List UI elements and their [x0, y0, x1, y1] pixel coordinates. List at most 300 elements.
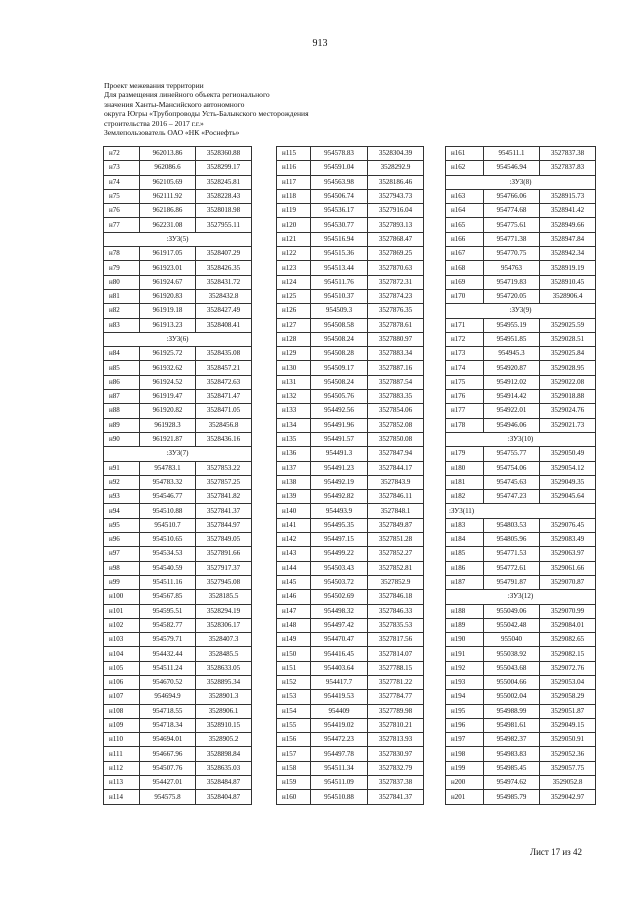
point-id: н77: [104, 218, 140, 232]
table-row: [446, 261, 596, 275]
x-coordinate: 962111.92: [140, 189, 196, 203]
point-id: н86: [104, 375, 140, 389]
point-id: н172: [446, 332, 484, 346]
y-coordinate: 3529061.66: [540, 561, 596, 575]
x-coordinate: 954511.09: [311, 776, 368, 790]
x-coordinate: 955049.06: [484, 604, 540, 618]
point-id: н85: [104, 361, 140, 375]
x-coordinate: 954511.24: [140, 661, 196, 675]
table-row: [104, 675, 252, 689]
y-coordinate: 3529024.76: [540, 404, 596, 418]
x-coordinate: 954499.22: [311, 547, 368, 561]
x-coordinate: 954988.99: [484, 704, 540, 718]
x-coordinate: 954515.36: [311, 247, 368, 261]
y-coordinate: 3528635.03: [196, 761, 252, 775]
table-row: [104, 304, 252, 318]
x-coordinate: 954595.51: [140, 604, 196, 618]
table-row: [277, 418, 424, 432]
y-coordinate: 3529082.65: [540, 633, 596, 647]
table-row: [104, 289, 252, 303]
x-coordinate: 954718.34: [140, 718, 196, 732]
x-coordinate: 954805.96: [484, 533, 540, 547]
point-id: н198: [446, 747, 484, 761]
x-coordinate: 954509.17: [311, 361, 368, 375]
y-coordinate: 3528484.87: [196, 776, 252, 790]
x-coordinate: 954578.83: [311, 147, 368, 161]
y-coordinate: 3528947.84: [540, 232, 596, 246]
y-coordinate: 3527857.25: [196, 475, 252, 489]
x-coordinate: 954983.83: [484, 747, 540, 761]
y-coordinate: 3527789.98: [368, 704, 424, 718]
point-id: н102: [104, 618, 140, 632]
y-coordinate: 3529083.49: [540, 533, 596, 547]
point-id: н103: [104, 633, 140, 647]
x-coordinate: 954513.44: [311, 261, 368, 275]
y-coordinate: 3527813.93: [368, 733, 424, 747]
point-id: н132: [277, 390, 311, 404]
point-id: н185: [446, 547, 484, 561]
point-id: н89: [104, 418, 140, 432]
y-coordinate: 3529028.51: [540, 332, 596, 346]
header-line: округа Югры «Трубопроводы Усть-Балыкского месторождения: [104, 109, 309, 119]
table-row: [104, 747, 252, 761]
table-row: [104, 461, 252, 475]
point-id: н108: [104, 704, 140, 718]
point-id: н169: [446, 275, 484, 289]
point-id: н114: [104, 790, 140, 804]
y-coordinate: 3528901.3: [196, 690, 252, 704]
point-id: н118: [277, 189, 311, 203]
zone-label: :ЗУ3(9): [446, 304, 596, 318]
x-coordinate: 954591.04: [311, 161, 368, 175]
point-id: н165: [446, 218, 484, 232]
table-row: [446, 704, 596, 718]
point-id: н166: [446, 232, 484, 246]
point-id: н160: [277, 790, 311, 804]
table-row: [446, 561, 596, 575]
table-row: [446, 618, 596, 632]
table-row: [446, 733, 596, 747]
x-coordinate: 954783.32: [140, 475, 196, 489]
x-coordinate: 954747.23: [484, 490, 540, 504]
table-row: [104, 761, 252, 775]
y-coordinate: 3527841.82: [196, 490, 252, 504]
y-coordinate: 3527846.11: [368, 490, 424, 504]
y-coordinate: 3529028.95: [540, 361, 596, 375]
table-row: [446, 761, 596, 775]
point-id: н130: [277, 361, 311, 375]
x-coordinate: 954546.77: [140, 490, 196, 504]
table-row: [104, 175, 252, 189]
point-id: н196: [446, 718, 484, 732]
point-id: н142: [277, 533, 311, 547]
table-row: [277, 461, 424, 475]
table-row: [104, 404, 252, 418]
table-row: [446, 275, 596, 289]
point-id: н154: [277, 704, 311, 718]
x-coordinate: 955043.68: [484, 661, 540, 675]
table-row: [104, 547, 252, 561]
table-row: [446, 332, 596, 346]
y-coordinate: 3528906.4: [540, 289, 596, 303]
table-row: [104, 733, 252, 747]
table-row: [446, 447, 596, 461]
x-coordinate: 954409: [311, 704, 368, 718]
coordinates-table-3: [445, 146, 596, 805]
table-row: [277, 304, 424, 318]
y-coordinate: 3528228.43: [196, 189, 252, 203]
table-row: [104, 790, 252, 804]
point-id: н195: [446, 704, 484, 718]
point-id: н179: [446, 447, 484, 461]
table-row: [446, 661, 596, 675]
point-id: н182: [446, 490, 484, 504]
x-coordinate: 962186.86: [140, 204, 196, 218]
y-coordinate: 3529057.75: [540, 761, 596, 775]
y-coordinate: 3528895.34: [196, 675, 252, 689]
x-coordinate: 961921.87: [140, 432, 196, 446]
x-coordinate: 954510.88: [311, 790, 368, 804]
point-id: н99: [104, 575, 140, 589]
x-coordinate: 954491.3: [311, 447, 368, 461]
header-line: строительства 2016 – 2017 г.г.»: [104, 118, 204, 128]
x-coordinate: 954510.37: [311, 289, 368, 303]
table-row: [277, 318, 424, 332]
table-row: [277, 504, 424, 518]
x-coordinate: 955004.66: [484, 675, 540, 689]
x-coordinate: 954510.88: [140, 504, 196, 518]
x-coordinate: 954946.06: [484, 418, 540, 432]
table-row: [104, 275, 252, 289]
table-row: [277, 218, 424, 232]
x-coordinate: 954985.79: [484, 790, 540, 804]
y-coordinate: 3528407.3: [196, 633, 252, 647]
y-coordinate: 3528471.47: [196, 390, 252, 404]
table-row: [277, 490, 424, 504]
point-id: н145: [277, 575, 311, 589]
zone-header-row: [446, 590, 596, 604]
y-coordinate: 3527849.05: [196, 533, 252, 547]
table-row: [104, 575, 252, 589]
zone-header-row: [446, 304, 596, 318]
point-id: н117: [277, 175, 311, 189]
table-row: [446, 633, 596, 647]
point-id: н147: [277, 604, 311, 618]
x-coordinate: 954508.24: [311, 375, 368, 389]
zone-label: :ЗУ3(7): [104, 447, 252, 461]
x-coordinate: 954427.01: [140, 776, 196, 790]
zone-header-row: [104, 232, 252, 246]
x-coordinate: 955002.04: [484, 690, 540, 704]
x-coordinate: 954536.17: [311, 204, 368, 218]
point-id: н81: [104, 289, 140, 303]
y-coordinate: 3527843.9: [368, 475, 424, 489]
x-coordinate: 954575.8: [140, 790, 196, 804]
y-coordinate: 3528360.88: [196, 147, 252, 161]
point-id: н113: [104, 776, 140, 790]
page-number: 913: [312, 38, 328, 49]
zone-label: :ЗУ3(8): [446, 175, 596, 189]
point-id: н193: [446, 675, 484, 689]
x-coordinate: 954491.23: [311, 461, 368, 475]
table-row: [277, 289, 424, 303]
table-row: [446, 418, 596, 432]
y-coordinate: 3527814.07: [368, 647, 424, 661]
y-coordinate: 3529018.88: [540, 390, 596, 404]
point-id: н126: [277, 304, 311, 318]
x-coordinate: 954505.76: [311, 390, 368, 404]
y-coordinate: 3527837.83: [540, 161, 596, 175]
y-coordinate: 3528457.21: [196, 361, 252, 375]
x-coordinate: 961932.62: [140, 361, 196, 375]
y-coordinate: 3528294.19: [196, 604, 252, 618]
y-coordinate: 3527846.18: [368, 590, 424, 604]
y-coordinate: 3527880.97: [368, 332, 424, 346]
x-coordinate: 954497.42: [311, 618, 368, 632]
x-coordinate: 954920.87: [484, 361, 540, 375]
table-row: [277, 161, 424, 175]
y-coordinate: 3527841.37: [368, 790, 424, 804]
y-coordinate: 3527844.17: [368, 461, 424, 475]
point-id: н150: [277, 647, 311, 661]
point-id: н121: [277, 232, 311, 246]
y-coordinate: 3527878.61: [368, 318, 424, 332]
y-coordinate: 3528942.34: [540, 247, 596, 261]
table-row: [446, 547, 596, 561]
y-coordinate: 3527893.13: [368, 218, 424, 232]
x-coordinate: 954982.37: [484, 733, 540, 747]
x-coordinate: 954508.58: [311, 318, 368, 332]
table-row: [446, 361, 596, 375]
y-coordinate: 3529052.8: [540, 776, 596, 790]
point-id: н78: [104, 247, 140, 261]
y-coordinate: 3527849.87: [368, 518, 424, 532]
y-coordinate: 3527852.9: [368, 575, 424, 589]
y-coordinate: 3527868.47: [368, 232, 424, 246]
point-id: н194: [446, 690, 484, 704]
point-id: н171: [446, 318, 484, 332]
point-id: н187: [446, 575, 484, 589]
x-coordinate: 954579.71: [140, 633, 196, 647]
table-row: [104, 189, 252, 203]
table-row: [446, 490, 596, 504]
table-row: [104, 375, 252, 389]
table-row: [277, 661, 424, 675]
coordinates-table-1: [103, 146, 252, 805]
y-coordinate: 3527852.81: [368, 561, 424, 575]
point-id: н141: [277, 518, 311, 532]
y-coordinate: 3529054.12: [540, 461, 596, 475]
x-coordinate: 954694.9: [140, 690, 196, 704]
table-row: [277, 533, 424, 547]
table-row: [104, 318, 252, 332]
x-coordinate: 954763: [484, 261, 540, 275]
y-coordinate: 3528436.16: [196, 432, 252, 446]
x-coordinate: 954955.19: [484, 318, 540, 332]
x-coordinate: 954974.62: [484, 776, 540, 790]
y-coordinate: 3527841.37: [196, 504, 252, 518]
zone-label: :ЗУ3(12): [446, 590, 596, 604]
point-id: н156: [277, 733, 311, 747]
point-id: н151: [277, 661, 311, 675]
point-id: н112: [104, 761, 140, 775]
x-coordinate: 954754.06: [484, 461, 540, 475]
zone-header-row: [446, 175, 596, 189]
point-id: н123: [277, 261, 311, 275]
y-coordinate: 3529042.97: [540, 790, 596, 804]
table-row: [104, 390, 252, 404]
x-coordinate: 954567.85: [140, 590, 196, 604]
x-coordinate: 954492.56: [311, 404, 368, 418]
table-row: [446, 533, 596, 547]
point-id: н87: [104, 390, 140, 404]
y-coordinate: 3527810.21: [368, 718, 424, 732]
table-row: [277, 547, 424, 561]
table-row: [104, 504, 252, 518]
y-coordinate: 3528304.39: [368, 147, 424, 161]
table-row: [104, 247, 252, 261]
table-row: [446, 575, 596, 589]
table-row: [104, 418, 252, 432]
point-id: н97: [104, 547, 140, 561]
table-row: [446, 518, 596, 532]
table-row: [446, 318, 596, 332]
point-id: н149: [277, 633, 311, 647]
point-id: н106: [104, 675, 140, 689]
x-coordinate: 954540.59: [140, 561, 196, 575]
x-coordinate: 954770.75: [484, 247, 540, 261]
table-row: [104, 647, 252, 661]
point-id: н153: [277, 690, 311, 704]
table-row: [277, 332, 424, 346]
point-id: н111: [104, 747, 140, 761]
point-id: н180: [446, 461, 484, 475]
zone-header-row: [104, 447, 252, 461]
y-coordinate: 3528471.05: [196, 404, 252, 418]
point-id: н100: [104, 590, 140, 604]
point-id: н152: [277, 675, 311, 689]
x-coordinate: 961924.67: [140, 275, 196, 289]
point-id: н176: [446, 390, 484, 404]
y-coordinate: 3528435.08: [196, 347, 252, 361]
point-id: н96: [104, 533, 140, 547]
point-id: н140: [277, 504, 311, 518]
table-row: [277, 618, 424, 632]
table-row: [104, 347, 252, 361]
y-coordinate: 3528915.73: [540, 189, 596, 203]
x-coordinate: 954719.83: [484, 275, 540, 289]
x-coordinate: 961919.18: [140, 304, 196, 318]
zone-header-row: [446, 432, 596, 446]
point-id: н104: [104, 647, 140, 661]
header-line: Землепользователь ОАО «НК «Роснефть»: [104, 128, 240, 138]
y-coordinate: 3529021.73: [540, 418, 596, 432]
x-coordinate: 954498.32: [311, 604, 368, 618]
point-id: н133: [277, 404, 311, 418]
table-row: [277, 647, 424, 661]
y-coordinate: 3528185.5: [196, 590, 252, 604]
y-coordinate: 3527846.33: [368, 604, 424, 618]
y-coordinate: 3529051.87: [540, 704, 596, 718]
table-row: [446, 776, 596, 790]
point-id: н90: [104, 432, 140, 446]
point-id: н120: [277, 218, 311, 232]
y-coordinate: 3529063.97: [540, 547, 596, 561]
point-id: н192: [446, 661, 484, 675]
table-row: [104, 218, 252, 232]
point-id: н128: [277, 332, 311, 346]
x-coordinate: 961913.23: [140, 318, 196, 332]
table-row: [104, 718, 252, 732]
x-coordinate: 954510.7: [140, 518, 196, 532]
x-coordinate: 954694.01: [140, 733, 196, 747]
y-coordinate: 3528306.17: [196, 618, 252, 632]
point-id: н101: [104, 604, 140, 618]
point-id: н148: [277, 618, 311, 632]
y-coordinate: 3529049.35: [540, 475, 596, 489]
point-id: н164: [446, 204, 484, 218]
x-coordinate: 954403.64: [311, 661, 368, 675]
table-row: [277, 633, 424, 647]
x-coordinate: 961920.83: [140, 289, 196, 303]
y-coordinate: 3528427.49: [196, 304, 252, 318]
point-id: н188: [446, 604, 484, 618]
y-coordinate: 3529050.49: [540, 447, 596, 461]
x-coordinate: 961923.01: [140, 261, 196, 275]
table-row: [104, 776, 252, 790]
x-coordinate: 955040: [484, 633, 540, 647]
table-row: [277, 275, 424, 289]
y-coordinate: 3527854.06: [368, 404, 424, 418]
y-coordinate: 3527844.97: [196, 518, 252, 532]
y-coordinate: 3527876.35: [368, 304, 424, 318]
point-id: н80: [104, 275, 140, 289]
zone-label: :ЗУ3(10): [446, 432, 596, 446]
x-coordinate: 962231.08: [140, 218, 196, 232]
x-coordinate: 961928.3: [140, 418, 196, 432]
y-coordinate: 3529070.99: [540, 604, 596, 618]
y-coordinate: 3529082.15: [540, 647, 596, 661]
table-row: [277, 175, 424, 189]
y-coordinate: 3529070.87: [540, 575, 596, 589]
table-row: [446, 147, 596, 161]
table-row: [277, 404, 424, 418]
point-id: н175: [446, 375, 484, 389]
y-coordinate: 3527835.53: [368, 618, 424, 632]
x-coordinate: 954419.02: [311, 718, 368, 732]
point-id: н110: [104, 733, 140, 747]
table-row: [277, 604, 424, 618]
y-coordinate: 3527891.66: [196, 547, 252, 561]
y-coordinate: 3527853.22: [196, 461, 252, 475]
y-coordinate: 3527887.16: [368, 361, 424, 375]
y-coordinate: 3527852.08: [368, 418, 424, 432]
x-coordinate: 954509.3: [311, 304, 368, 318]
point-id: н161: [446, 147, 484, 161]
table-row: [277, 747, 424, 761]
x-coordinate: 954951.85: [484, 332, 540, 346]
x-coordinate: 962086.6: [140, 161, 196, 175]
x-coordinate: 954774.68: [484, 204, 540, 218]
table-row: [277, 361, 424, 375]
y-coordinate: 3528404.87: [196, 790, 252, 804]
y-coordinate: 3528245.81: [196, 175, 252, 189]
point-id: н125: [277, 289, 311, 303]
y-coordinate: 3528431.72: [196, 275, 252, 289]
y-coordinate: 3527943.73: [368, 189, 424, 203]
table-row: [104, 590, 252, 604]
y-coordinate: 3527817.56: [368, 633, 424, 647]
